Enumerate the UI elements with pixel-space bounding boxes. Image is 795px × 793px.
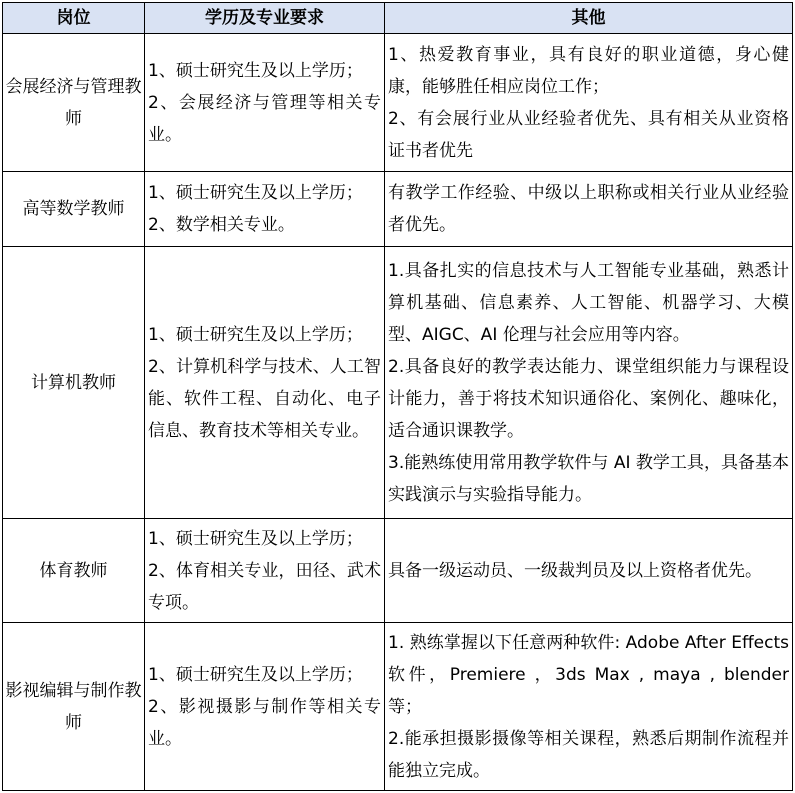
other-line: 2.具备良好的教学表达能力、课堂组织能力与课程设计能力，善于将技术知识通俗化、案例化、趣味化，适合通识课教学。 [388,356,789,441]
education-line: 2、计算机科学与技术、人工智能、软件工程、自动化、电子信息、教育技术等相关专业。 [148,356,381,441]
education-line: 1、硕士研究生及以上学历； [148,183,363,203]
education-cell [145,34,385,172]
education-cell [145,519,385,623]
education-cell [145,172,385,247]
table-row [3,34,793,172]
header-education: 学历及专业要求 [145,3,385,34]
table-row [3,623,793,791]
education-line: 2、会展经济与管理等相关专业。 [148,92,381,145]
education-cell [145,623,385,791]
other-line: 2、有会展行业从业经验者优先、具有相关从业资格证书者优先 [388,108,789,161]
education-line: 2、影视摄影与制作等相关专业。 [148,696,381,749]
other-line: 1、热爱教育事业，具有良好的职业道德，身心健康，能够胜任相应岗位工作； [388,44,789,97]
other-line: 3.能熟练使用常用教学软件与 AI 教学工具，具备基本实践演示与实验指导能力。 [388,452,789,505]
header-position: 岗位 [3,3,145,34]
position-cell: 影视编辑与制作教师 [3,623,145,791]
header-row [3,3,793,34]
job-requirements-table [2,2,793,791]
other-line: 1.具备扎实的信息技术与人工智能专业基础，熟悉计算机基础、信息素养、人工智能、机器学习、大模型、AIGC、AI 伦理与社会应用等内容。 [388,260,789,345]
education-cell [145,247,385,519]
other-cell [385,519,793,623]
table-row [3,519,793,623]
position-cell: 体育教师 [3,519,145,623]
position-cell: 计算机教师 [3,247,145,519]
position-cell: 会展经济与管理教师 [3,34,145,172]
position-cell: 高等数学教师 [3,172,145,247]
table-header [3,3,793,34]
education-line: 2、数学相关专业。 [148,215,295,235]
other-line: 2.能承担摄影摄像等相关课程，熟悉后期制作流程并能独立完成。 [388,728,789,781]
education-line: 1、硕士研究生及以上学历； [148,324,363,345]
other-line: 具备一级运动员、一级裁判员及以上资格者优先。 [388,560,762,581]
other-line: 1. 熟练掌握以下任意两种软件: Adobe After Effects 软件，Premiere ，3ds Max , maya , blender 等； [388,632,789,717]
other-cell [385,247,793,519]
other-cell [385,34,793,172]
table-row [3,172,793,247]
education-line: 2、体育相关专业，田径、武术专项。 [148,560,381,613]
table-row [3,247,793,519]
header-other: 其他 [385,3,793,34]
other-line: 有教学工作经验、中级以上职称或相关行业从业经验者优先。 [388,183,789,235]
other-cell [385,623,793,791]
education-line: 1、硕士研究生及以上学历； [148,60,363,81]
other-cell [385,172,793,247]
education-line: 1、硕士研究生及以上学历； [148,528,363,549]
education-line: 1、硕士研究生及以上学历； [148,664,363,685]
